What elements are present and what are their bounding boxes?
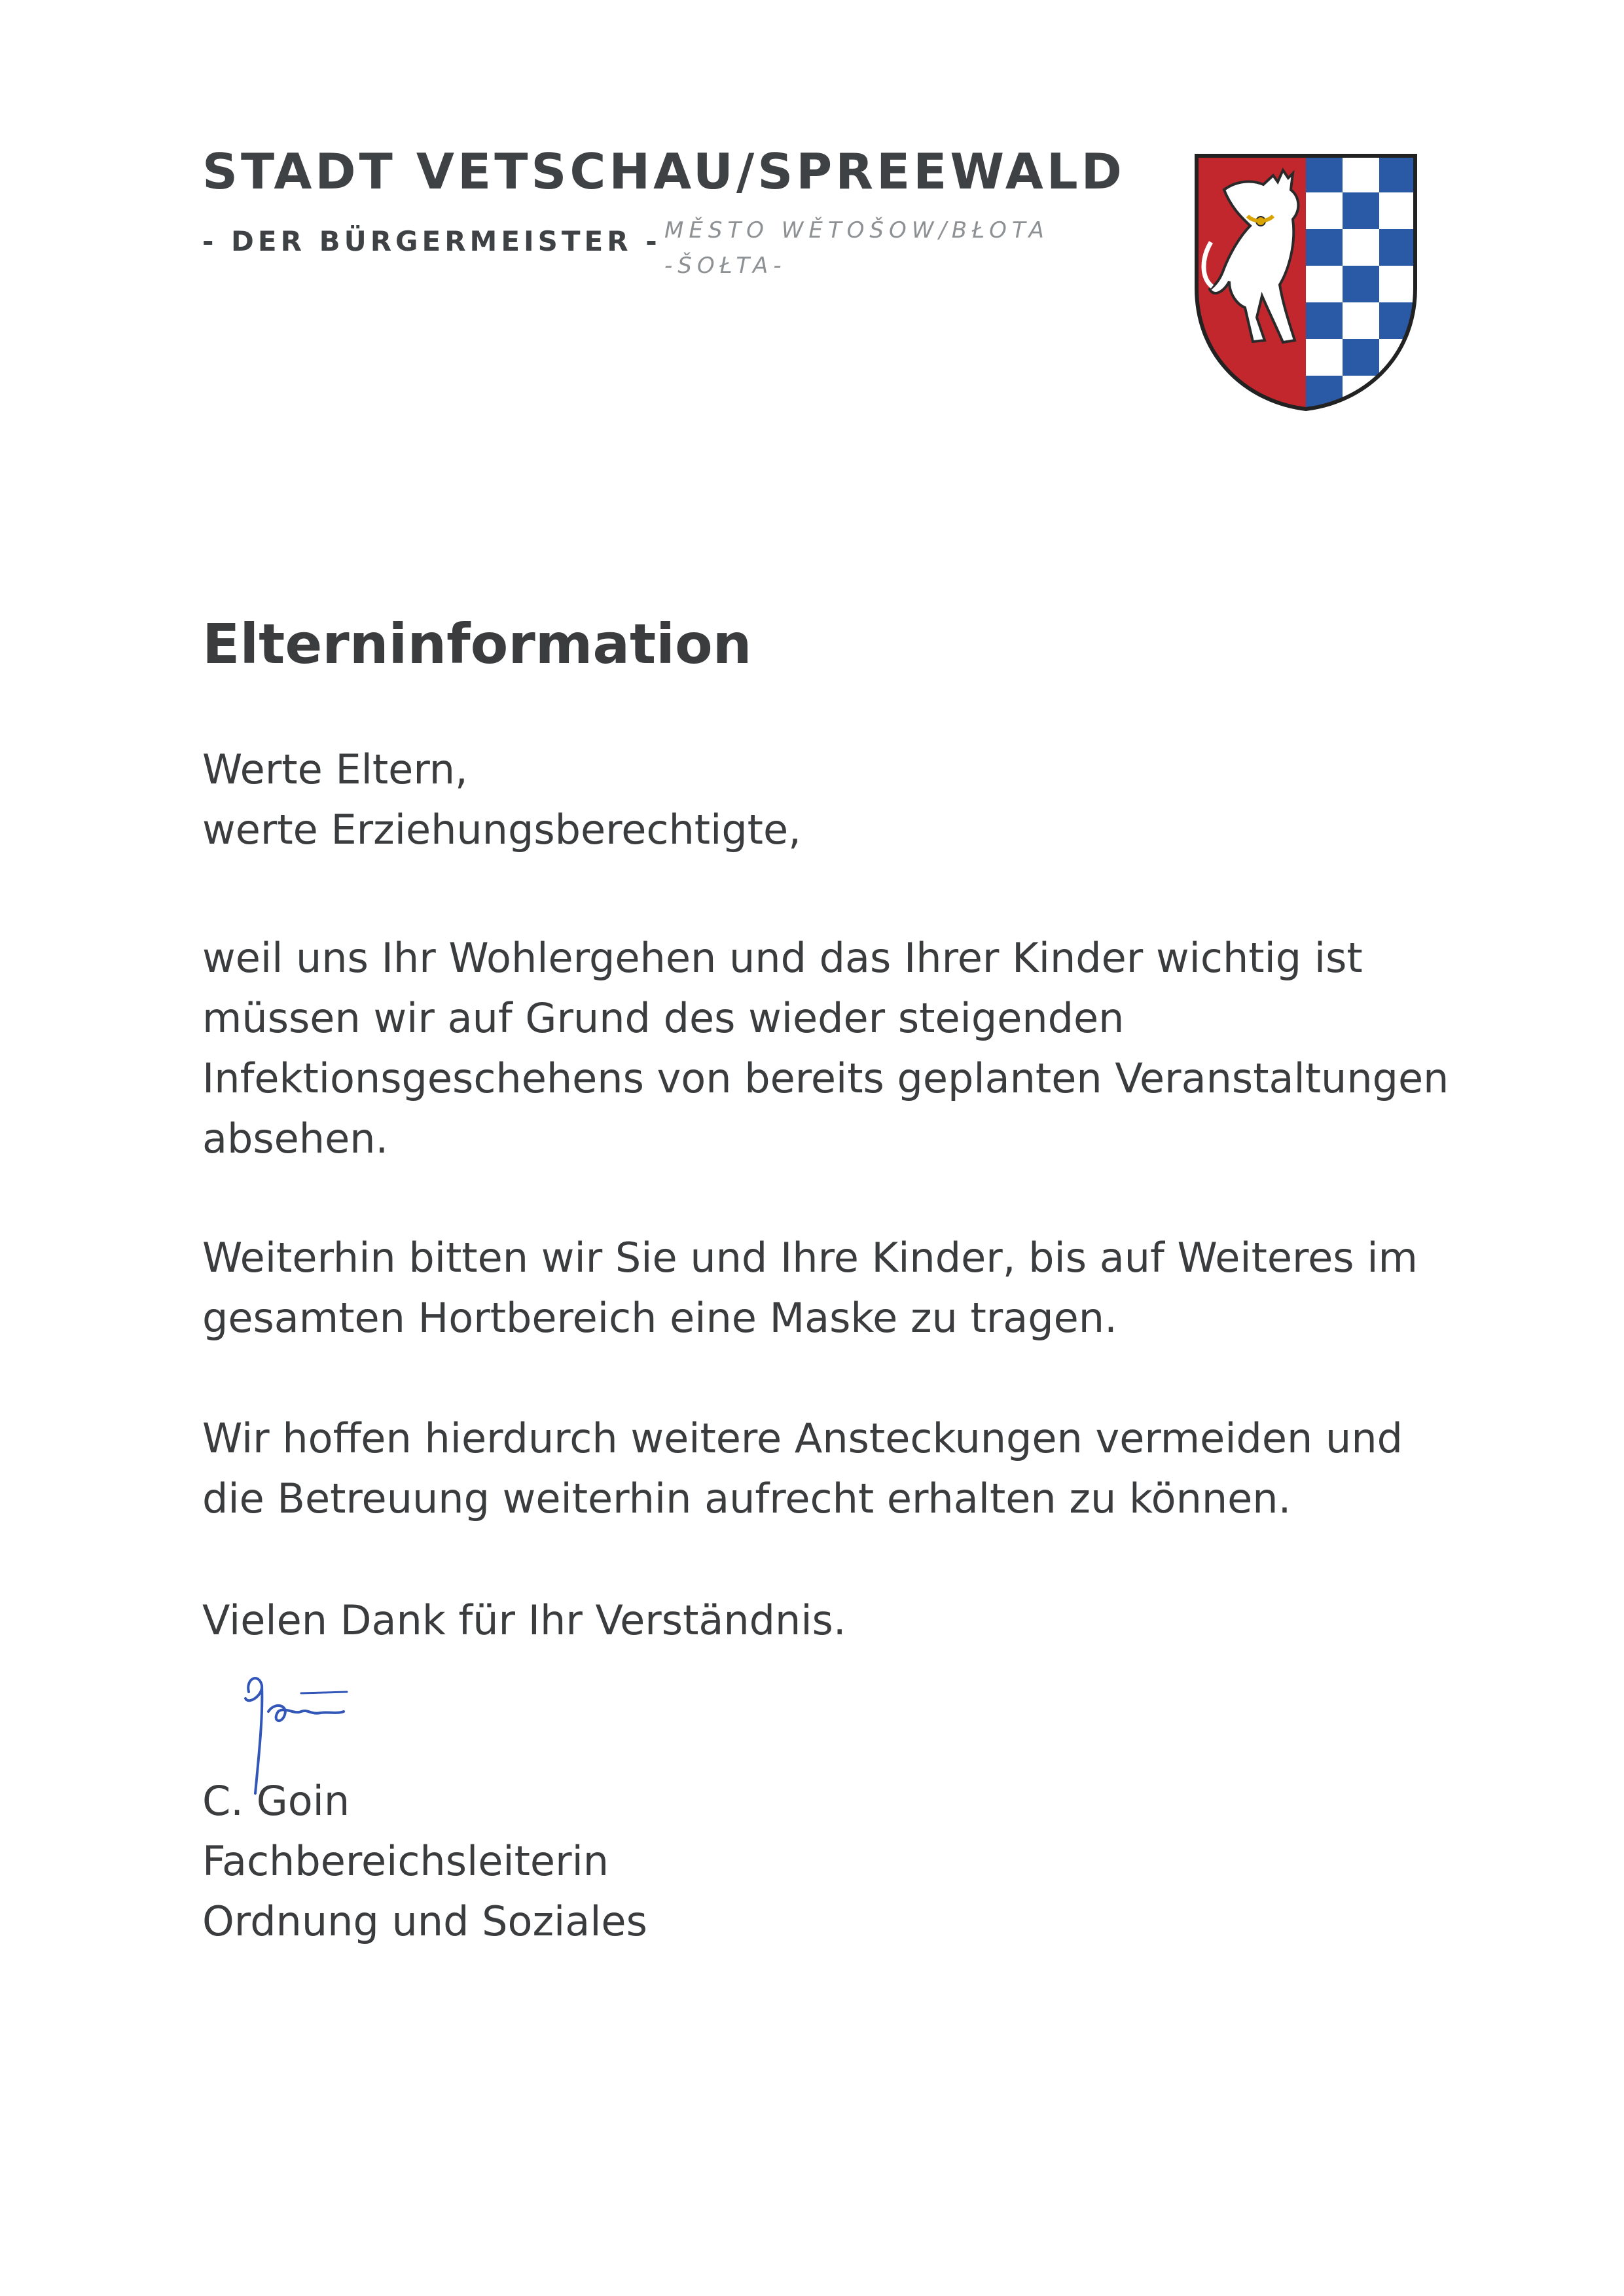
closing-text: Vielen Dank für Ihr Verständnis.: [202, 1596, 846, 1644]
salutation: [202, 740, 1511, 860]
letterhead-subtitle: - DER BÜRGERMEISTER -: [202, 225, 661, 257]
sorbian-line-1: MĚSTO WĚTOŠOW/BŁOTA: [664, 217, 1049, 243]
paragraph-line: gesamten Hortbereich eine Maske zu tragen.: [202, 1294, 1117, 1342]
signatory-department: Ordnung und Soziales: [202, 1897, 647, 1945]
paragraph-line: weil uns Ihr Wohlergehen und das Ihrer Kinder wichtig ist: [202, 934, 1363, 982]
signatory-title: Fachbereichsleiterin: [202, 1837, 609, 1885]
document-heading: Elterninformation: [202, 612, 752, 676]
sorbian-name: [664, 213, 1049, 283]
paragraph-line: Infektionsgeschehens von bereits geplanten Veranstaltungen: [202, 1054, 1449, 1102]
sorbian-line-2: -ŠOŁTA-: [664, 253, 787, 279]
salutation-line: werte Erziehungsberechtigte,: [202, 806, 801, 853]
salutation-line: Werte Eltern,: [202, 745, 468, 793]
coat-of-arms-icon: [1185, 144, 1427, 412]
paragraph-hope: [202, 1408, 1511, 1529]
paragraph-line: Wir hoffen hierdurch weitere Ansteckungen vermeiden und: [202, 1414, 1403, 1462]
paragraph-mask: [202, 1228, 1511, 1348]
paragraph-line: absehen.: [202, 1115, 389, 1162]
signatory-name: C. Goin: [202, 1777, 350, 1825]
closing-line: [202, 1590, 1511, 1651]
paragraph-line: müssen wir auf Grund des wieder steigenden: [202, 994, 1125, 1042]
paragraph-line: Weiterhin bitten wir Sie und Ihre Kinder, bis auf Weiteres im: [202, 1234, 1418, 1282]
letterhead-title: STADT VETSCHAU/SPREEWALD: [202, 143, 1125, 200]
paragraph-line: die Betreuung weiterhin aufrecht erhalten zu können.: [202, 1475, 1291, 1522]
paragraph-events: [202, 928, 1511, 1169]
signatory-block: [202, 1771, 1511, 1952]
